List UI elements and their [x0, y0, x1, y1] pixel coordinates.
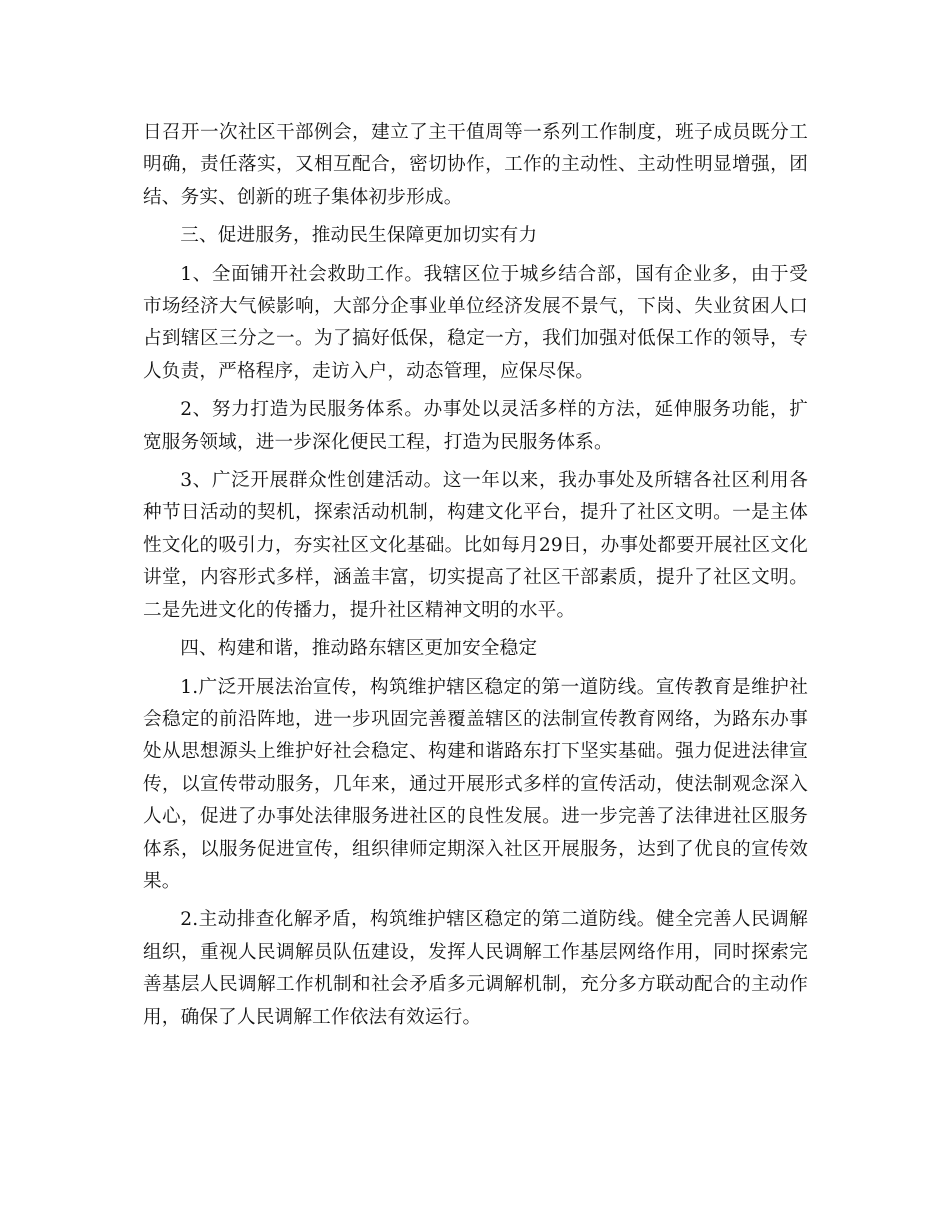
paragraph-service-system: 2、努力打造为民服务体系。办事处以灵活多样的方法，延伸服务功能，扩宽服务领域，进一步深化便民工程，打造为民服务体系。 [143, 399, 808, 453]
section-heading-three: 三、促进服务，推动民生保障更加切实有力 [180, 225, 538, 247]
paragraph-legal-publicity: 1.广泛开展法治宣传，构筑维护辖区稳定的第一道防线。宣传教育是维护社会稳定的前沿阵地，进一步巩固完善覆盖辖区的法制宣传教育网络，为路东办事处从思想源头上维护好社会稳定、构建和谐路东打下坚实基础。强力促进法律宣传，以宣传带动服务，几年来，通过开展形式多样的宣传活动，使法制观念深入人心，促进了办事处法律服务进社区的良性发展。进一步完善了法律进社区服务体系，以服务促进宣传，组织律师定期深入社区开展服务，达到了优良的宣传效果。 [143, 676, 808, 892]
paragraph-continuation: 日召开一次社区干部例会，建立了主干值周等一系列工作制度，班子成员既分工明确，责任落实，又相互配合，密切协作，工作的主动性、主动性明显增强，团结、务实、创新的班子集体初步形成。 [143, 122, 808, 208]
paragraph-conflict-resolution: 2.主动排查化解矛盾，构筑维护辖区稳定的第二道防线。健全完善人民调解组织，重视人民调解员队伍建设，发挥人民调解工作基层网络作用，同时探索完善基层人民调解工作机制和社会矛盾多元调解机制，充分多方联动配合的主动作用，确保了人民调解工作依法有效运行。 [143, 909, 808, 1028]
paragraph-mass-creation: 3、广泛开展群众性创建活动。这一年以来，我办事处及所辖各社区利用各种节日活动的契机，探索活动机制，构建文化平台，提升了社区文明。一是主体性文化的吸引力，夯实社区文化基础。比如每月29日，办事处都要开展社区文化讲堂，内容形式多样，涵盖丰富，切实提高了社区干部素质，提升了社区文明。二是先进文化的传播力，提升社区精神文明的水平。 [143, 470, 808, 621]
paragraph-social-assistance: 1、全面铺开社会救助工作。我辖区位于城乡结合部，国有企业多，由于受市场经济大气候影响，大部分企事业单位经济发展不景气，下岗、失业贫困人口占到辖区三分之一。为了搞好低保，稳定一方，我们加强对低保工作的领导，专人负责，严格程序，走访入户，动态管理，应保尽保。 [143, 263, 808, 382]
section-heading-four: 四、构建和谐，推动路东辖区更加安全稳定 [180, 638, 538, 660]
document-page [143, 117, 808, 1034]
